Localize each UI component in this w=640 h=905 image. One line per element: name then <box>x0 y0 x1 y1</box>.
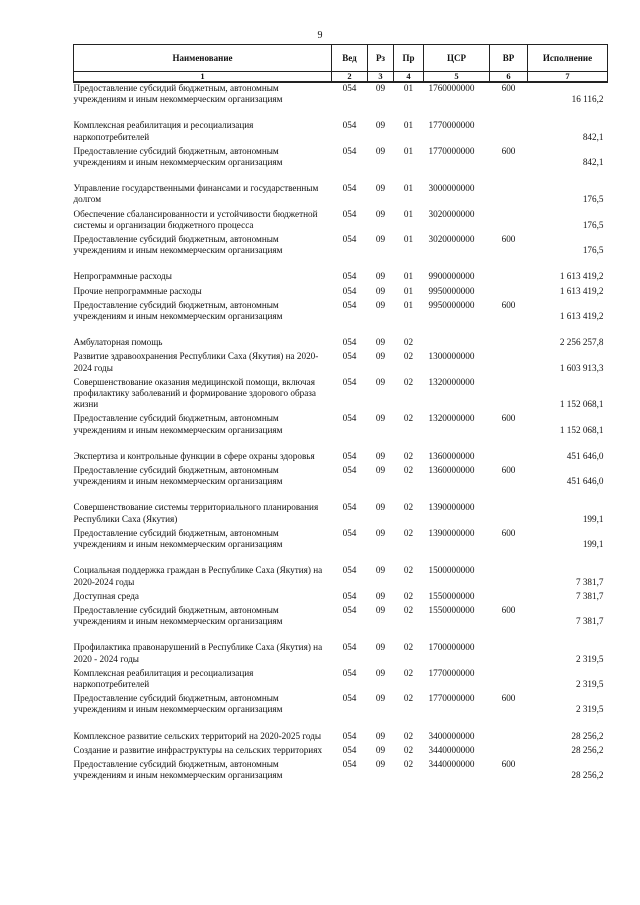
cell-csr: 1770000000 <box>428 145 475 156</box>
cell-vr <box>490 731 528 745</box>
cell-vr: 600 <box>501 527 516 538</box>
cell-name: Предоставление субсидий бюджетным, автономным учреждениям и иным некоммерческим организациям <box>73 465 283 487</box>
cell-pr: 02 <box>403 693 414 704</box>
cell-amount: 7 381,7 <box>575 616 604 627</box>
cell-rz: 09 <box>375 758 386 769</box>
cell-ved: 054 <box>342 271 357 282</box>
cell-amount: 28 256,2 <box>571 730 604 741</box>
cell-ved: 054 <box>342 465 357 476</box>
table-header-row <box>74 45 608 72</box>
cell-amount: 16 116,2 <box>571 94 604 105</box>
budget-table <box>73 44 608 784</box>
cell-amount: 7 381,7 <box>575 576 604 587</box>
header-csr: ЦСР <box>424 45 490 72</box>
cell-csr: 1550000000 <box>428 590 475 601</box>
cell-amount: 1 152 068,1 <box>559 424 604 435</box>
cell-pr: 01 <box>403 83 414 93</box>
cell-name: Экспертиза и контрольные функции в сфере охраны здоровья <box>73 450 315 461</box>
cell-ved: 054 <box>342 208 357 219</box>
page-number: 9 <box>317 30 323 41</box>
cell-vr <box>490 120 528 145</box>
cell-rz: 09 <box>375 667 386 678</box>
cell-name: Комплексная реабилитация и ресоциализация наркопотребителей <box>73 120 254 142</box>
cell-pr: 02 <box>403 450 414 461</box>
cell-pr: 02 <box>403 337 414 348</box>
table-row <box>74 591 608 605</box>
cell-vr: 600 <box>501 234 516 245</box>
cell-ved: 054 <box>342 299 357 310</box>
header-vr: ВР <box>490 45 528 72</box>
cell-amount: 2 319,5 <box>575 704 604 715</box>
cell-rz: 09 <box>375 271 386 282</box>
cell-csr: 1550000000 <box>428 604 475 615</box>
cell-ved: 054 <box>342 667 357 678</box>
cell-csr: 1320000000 <box>428 413 475 424</box>
cell-rz: 09 <box>375 730 386 741</box>
cell-vr <box>490 271 528 285</box>
cell-rz: 09 <box>375 351 386 362</box>
cell-amount: 199,1 <box>582 539 604 550</box>
cell-vr <box>490 591 528 605</box>
cell-csr: 9900000000 <box>428 271 475 282</box>
table-row <box>74 668 608 693</box>
cell-amount: 842,1 <box>582 131 604 142</box>
table-row <box>74 377 608 414</box>
table-row <box>74 351 608 376</box>
cell-amount: 451 646,0 <box>566 476 604 487</box>
cell-csr: 1320000000 <box>428 376 475 387</box>
cell-ved: 054 <box>342 83 357 93</box>
cell-vr <box>490 745 528 759</box>
cell-csr: 1390000000 <box>428 502 475 513</box>
cell-rz: 09 <box>375 299 386 310</box>
cell-amount: 451 646,0 <box>566 450 604 461</box>
cell-rz: 09 <box>375 744 386 755</box>
cell-name: Предоставление субсидий бюджетным, автономным учреждениям и иным некоммерческим организациям <box>73 83 283 105</box>
cell-csr: 1390000000 <box>428 527 475 538</box>
table-row <box>74 502 608 527</box>
cell-csr: 1760000000 <box>428 83 475 93</box>
cell-amount: 1 152 068,1 <box>559 399 604 410</box>
cell-pr: 01 <box>403 234 414 245</box>
cell-ved: 054 <box>342 285 357 296</box>
cell-pr: 02 <box>403 376 414 387</box>
cell-ved: 054 <box>342 183 357 194</box>
cell-rz: 09 <box>375 413 386 424</box>
cell-vr: 600 <box>501 758 516 769</box>
cell-csr: 1300000000 <box>428 351 475 362</box>
header-execution: Исполнение <box>528 45 608 72</box>
cell-name: Комплексное развитие сельских территорий на 2020-2025 годы <box>73 730 322 741</box>
table-row <box>74 759 608 784</box>
cell-pr: 02 <box>403 744 414 755</box>
cell-csr: 1500000000 <box>428 565 475 576</box>
cell-name: Обеспечение сбалансированности и устойчивости бюджетной системы и организации бюджетного процесса <box>73 208 318 230</box>
cell-rz: 09 <box>375 450 386 461</box>
table-row <box>74 234 608 271</box>
cell-csr: 3020000000 <box>428 234 475 245</box>
cell-amount: 28 256,2 <box>571 744 604 755</box>
header-rz: Рз <box>368 45 394 72</box>
cell-name: Социальная поддержка граждан в Республике Саха (Якутия) на 2020-2024 годы <box>73 565 323 587</box>
cell-csr: 3020000000 <box>428 208 475 219</box>
cell-rz: 09 <box>375 208 386 219</box>
cell-rz: 09 <box>375 565 386 576</box>
cell-amount: 2 319,5 <box>575 653 604 664</box>
cell-pr: 01 <box>403 183 414 194</box>
cell-ved: 054 <box>342 234 357 245</box>
cell-pr: 02 <box>403 730 414 741</box>
cell-csr: 1770000000 <box>428 667 475 678</box>
cell-pr: 02 <box>403 642 414 653</box>
cell-vr <box>490 668 528 693</box>
table-row <box>74 413 608 450</box>
table-row <box>74 82 608 120</box>
cell-rz: 09 <box>375 590 386 601</box>
cell-ved: 054 <box>342 758 357 769</box>
cell-pr: 01 <box>403 208 414 219</box>
cell-pr: 01 <box>403 285 414 296</box>
cell-ved: 054 <box>342 120 357 131</box>
cell-vr <box>490 209 528 234</box>
cell-csr: 1770000000 <box>428 693 475 704</box>
cell-vr <box>490 286 528 300</box>
cell-rz: 09 <box>375 376 386 387</box>
cell-name: Совершенствование системы территориального планирования Республики Саха (Якутия) <box>73 502 319 524</box>
cell-vr <box>490 451 528 465</box>
table-column-number-row <box>74 72 608 83</box>
cell-ved: 054 <box>342 693 357 704</box>
table-row <box>74 693 608 730</box>
table-body <box>74 82 608 784</box>
cell-ved: 054 <box>342 527 357 538</box>
cell-vr <box>490 502 528 527</box>
cell-pr: 02 <box>403 351 414 362</box>
cell-amount: 176,5 <box>582 194 604 205</box>
cell-rz: 09 <box>375 604 386 615</box>
column-number: 3 <box>368 72 394 83</box>
cell-amount: 1 603 913,3 <box>559 362 604 373</box>
cell-name: Развитие здравоохранения Республики Саха (Якутия) на 2020-2024 годы <box>73 351 319 373</box>
table-row <box>74 465 608 502</box>
cell-amount: 199,1 <box>582 513 604 524</box>
cell-vr: 600 <box>501 604 516 615</box>
cell-ved: 054 <box>342 565 357 576</box>
cell-csr: 3440000000 <box>428 758 475 769</box>
cell-vr <box>490 337 528 351</box>
header-pr: Пр <box>394 45 424 72</box>
cell-pr: 02 <box>403 527 414 538</box>
cell-ved: 054 <box>342 590 357 601</box>
cell-pr: 02 <box>403 604 414 615</box>
cell-name: Управление государственными финансами и государственным долгом <box>73 183 319 205</box>
cell-ved: 054 <box>342 413 357 424</box>
cell-amount: 2 256 257,8 <box>559 337 604 348</box>
cell-amount: 1 613 419,2 <box>559 285 604 296</box>
cell-amount: 2 319,5 <box>575 678 604 689</box>
cell-rz: 09 <box>375 527 386 538</box>
cell-name: Предоставление субсидий бюджетным, автономным учреждениям и иным некоммерческим организациям <box>73 299 283 322</box>
cell-name: Доступная среда <box>73 590 139 601</box>
header-name: Наименование <box>74 45 332 72</box>
table-row <box>74 337 608 351</box>
table-row <box>74 731 608 745</box>
cell-rz: 09 <box>375 83 386 93</box>
table-row <box>74 528 608 565</box>
cell-amount: 176,5 <box>582 245 604 256</box>
cell-csr: 1360000000 <box>428 465 475 476</box>
cell-amount: 28 256,2 <box>571 770 604 781</box>
cell-pr: 02 <box>403 465 414 476</box>
cell-csr: 1360000000 <box>428 450 475 461</box>
cell-csr: 9950000000 <box>428 299 475 310</box>
cell-vr <box>490 351 528 376</box>
cell-rz: 09 <box>375 234 386 245</box>
cell-pr: 01 <box>403 120 414 131</box>
cell-vr: 600 <box>501 465 516 476</box>
cell-pr: 02 <box>403 667 414 678</box>
cell-ved: 054 <box>342 450 357 461</box>
cell-pr: 02 <box>403 502 414 513</box>
cell-name: Предоставление субсидий бюджетным, автономным учреждениям и иным некоммерческим организациям <box>73 527 283 550</box>
cell-amount: 176,5 <box>582 219 604 230</box>
table-row <box>74 565 608 590</box>
cell-ved: 054 <box>342 604 357 615</box>
cell-vr: 600 <box>501 299 516 310</box>
cell-pr: 01 <box>403 271 414 282</box>
cell-rz: 09 <box>375 145 386 156</box>
table-row <box>74 605 608 642</box>
cell-rz: 09 <box>375 642 386 653</box>
table-row <box>74 451 608 465</box>
cell-rz: 09 <box>375 465 386 476</box>
cell-rz: 09 <box>375 183 386 194</box>
cell-vr <box>490 377 528 414</box>
column-number: 5 <box>424 72 490 83</box>
cell-vr <box>490 642 528 667</box>
cell-name: Комплексная реабилитация и ресоциализация наркопотребителей <box>73 667 254 689</box>
cell-ved: 054 <box>342 376 357 387</box>
cell-name: Амбулаторная помощь <box>73 337 163 348</box>
cell-name: Предоставление субсидий бюджетным, автономным учреждениям и иным некоммерческим организациям <box>73 234 283 256</box>
cell-csr: 1700000000 <box>428 642 475 653</box>
cell-rz: 09 <box>375 285 386 296</box>
table-row <box>74 146 608 183</box>
column-number: 4 <box>394 72 424 83</box>
cell-vr: 600 <box>501 693 516 704</box>
cell-csr: 3000000000 <box>428 183 475 194</box>
cell-name: Предоставление субсидий бюджетным, автономным учреждениям и иным некоммерческим организациям <box>73 758 283 781</box>
cell-csr: 9950000000 <box>428 285 475 296</box>
table-row <box>74 120 608 145</box>
cell-csr: 3440000000 <box>428 744 475 755</box>
cell-vr: 600 <box>501 83 516 93</box>
header-ved: Вед <box>332 45 368 72</box>
cell-pr: 01 <box>403 299 414 310</box>
cell-rz: 09 <box>375 120 386 131</box>
table-row <box>74 745 608 759</box>
cell-amount: 7 381,7 <box>575 590 604 601</box>
cell-csr <box>424 337 490 351</box>
table-row <box>74 209 608 234</box>
cell-name: Предоставление субсидий бюджетным, автономным учреждениям и иным некоммерческим организациям <box>73 145 283 168</box>
cell-name: Предоставление субсидий бюджетным, автономным учреждениям и иным некоммерческим организациям <box>73 604 283 627</box>
table-row <box>74 642 608 667</box>
table-row <box>74 286 608 300</box>
cell-name: Создание и развитие инфраструктуры на сельских территориях <box>73 744 323 755</box>
cell-rz: 09 <box>375 502 386 513</box>
cell-name: Профилактика правонарушений в Республике Саха (Якутия) на 2020 - 2024 годы <box>73 642 323 664</box>
column-number: 6 <box>490 72 528 83</box>
column-number: 1 <box>74 72 332 83</box>
cell-ved: 054 <box>342 351 357 362</box>
cell-name: Прочие непрограммные расходы <box>73 285 202 296</box>
cell-pr: 01 <box>403 145 414 156</box>
cell-vr <box>490 565 528 590</box>
cell-csr: 1770000000 <box>428 120 475 131</box>
cell-name: Совершенствование оказания медицинской помощи, включая профилактику заболеваний и формирование здорового образа жизни <box>73 376 316 410</box>
cell-ved: 054 <box>342 502 357 513</box>
cell-rz: 09 <box>375 693 386 704</box>
cell-amount: 842,1 <box>582 157 604 168</box>
cell-vr <box>490 183 528 208</box>
cell-amount: 1 613 419,2 <box>559 271 604 282</box>
table-row <box>74 300 608 337</box>
column-number: 2 <box>332 72 368 83</box>
table-row <box>74 183 608 208</box>
cell-vr: 600 <box>501 145 516 156</box>
cell-pr: 02 <box>403 590 414 601</box>
cell-rz: 09 <box>375 337 386 348</box>
column-number: 7 <box>528 72 608 83</box>
cell-pr: 02 <box>403 758 414 769</box>
cell-ved: 054 <box>342 145 357 156</box>
cell-name: Предоставление субсидий бюджетным, автономным учреждениям и иным некоммерческим организациям <box>73 413 283 435</box>
cell-name: Непрограммные расходы <box>73 271 172 282</box>
cell-ved: 054 <box>342 744 357 755</box>
table-row <box>74 271 608 285</box>
cell-pr: 02 <box>403 565 414 576</box>
cell-ved: 054 <box>342 642 357 653</box>
cell-csr: 3400000000 <box>428 730 475 741</box>
cell-pr: 02 <box>403 413 414 424</box>
cell-ved: 054 <box>342 337 357 348</box>
cell-vr: 600 <box>501 413 516 424</box>
cell-name: Предоставление субсидий бюджетным, автономным учреждениям и иным некоммерческим организациям <box>73 693 283 715</box>
cell-amount: 1 613 419,2 <box>559 311 604 322</box>
cell-ved: 054 <box>342 730 357 741</box>
